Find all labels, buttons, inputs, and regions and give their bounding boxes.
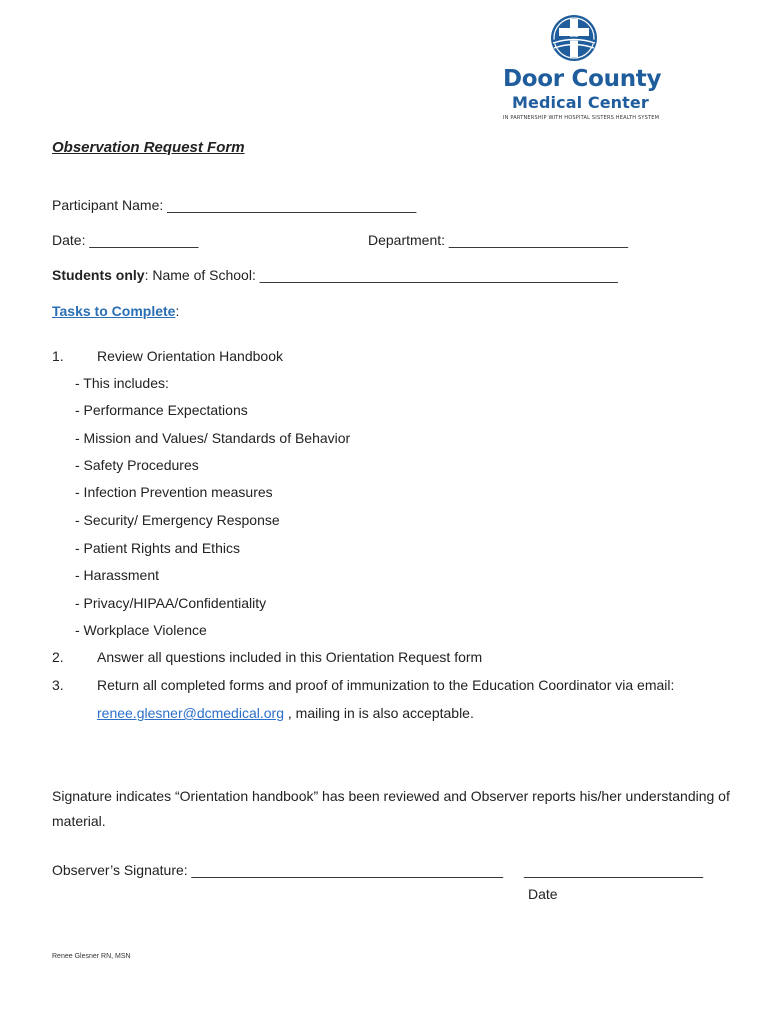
logo-name-line2: Medical Center xyxy=(512,93,649,112)
school-name-label: : Name of School: ______________________________________________ xyxy=(144,267,618,283)
signature-note-line1: Signature indicates “Orientation handbook” has been reviewed and Observer reports his/her understanding of xyxy=(52,788,730,804)
subitem: - Privacy/HIPAA/Confidentiality xyxy=(75,595,267,611)
date-field: Date: ______________ xyxy=(52,232,199,248)
subitem: - Safety Procedures xyxy=(75,457,199,473)
task-text-3: Return all completed forms and proof of immunization to the Education Coordinator via email: xyxy=(97,677,675,693)
signature-date-caption: Date xyxy=(528,886,558,902)
students-only-label: Students only xyxy=(52,267,145,283)
school-name-field xyxy=(52,267,618,283)
department-field: Department: _______________________ xyxy=(368,232,629,248)
subitem: - Patient Rights and Ethics xyxy=(75,540,240,556)
email-line xyxy=(97,705,474,721)
subitem: - Infection Prevention measures xyxy=(75,484,273,500)
subitem: - Security/ Emergency Response xyxy=(75,512,280,528)
tasks-heading-text: Tasks to Complete xyxy=(52,303,176,319)
signature-note-line2: material. xyxy=(52,813,106,829)
task-number-1: 1. xyxy=(52,348,64,364)
logo-name-line1: Door County xyxy=(503,66,662,92)
subitem: - This includes: xyxy=(75,375,169,391)
tasks-heading-colon: : xyxy=(175,303,180,319)
subitem: - Harassment xyxy=(75,567,160,583)
task-number-2: 2. xyxy=(52,649,64,665)
cross-globe-icon xyxy=(549,13,599,68)
footer-author: Renee Glesner RN, MSN xyxy=(52,953,131,960)
task-number-3: 3. xyxy=(52,677,64,693)
observer-signature-field: Observer’s Signature: ________________________________________ xyxy=(52,862,503,878)
email-link[interactable]: renee.glesner@dcmedical.org xyxy=(97,705,284,721)
logo-tagline: IN PARTNERSHIP WITH HOSPITAL SISTERS HEALTH SYSTEM xyxy=(503,115,660,121)
email-rest-text: , mailing in is also acceptable. xyxy=(283,705,474,721)
page-title: Observation Request Form xyxy=(52,139,245,156)
tasks-heading xyxy=(52,303,179,319)
task-text-2: Answer all questions included in this Orientation Request form xyxy=(97,649,483,665)
subitem: - Performance Expectations xyxy=(75,402,248,418)
task-text-1: Review Orientation Handbook xyxy=(97,348,283,364)
participant-name-field: Participant Name: ________________________________ xyxy=(52,197,417,213)
subitem: - Mission and Values/ Standards of Behavior xyxy=(75,430,351,446)
subitem: - Workplace Violence xyxy=(75,622,207,638)
signature-date-line: _______________________ xyxy=(524,862,704,878)
